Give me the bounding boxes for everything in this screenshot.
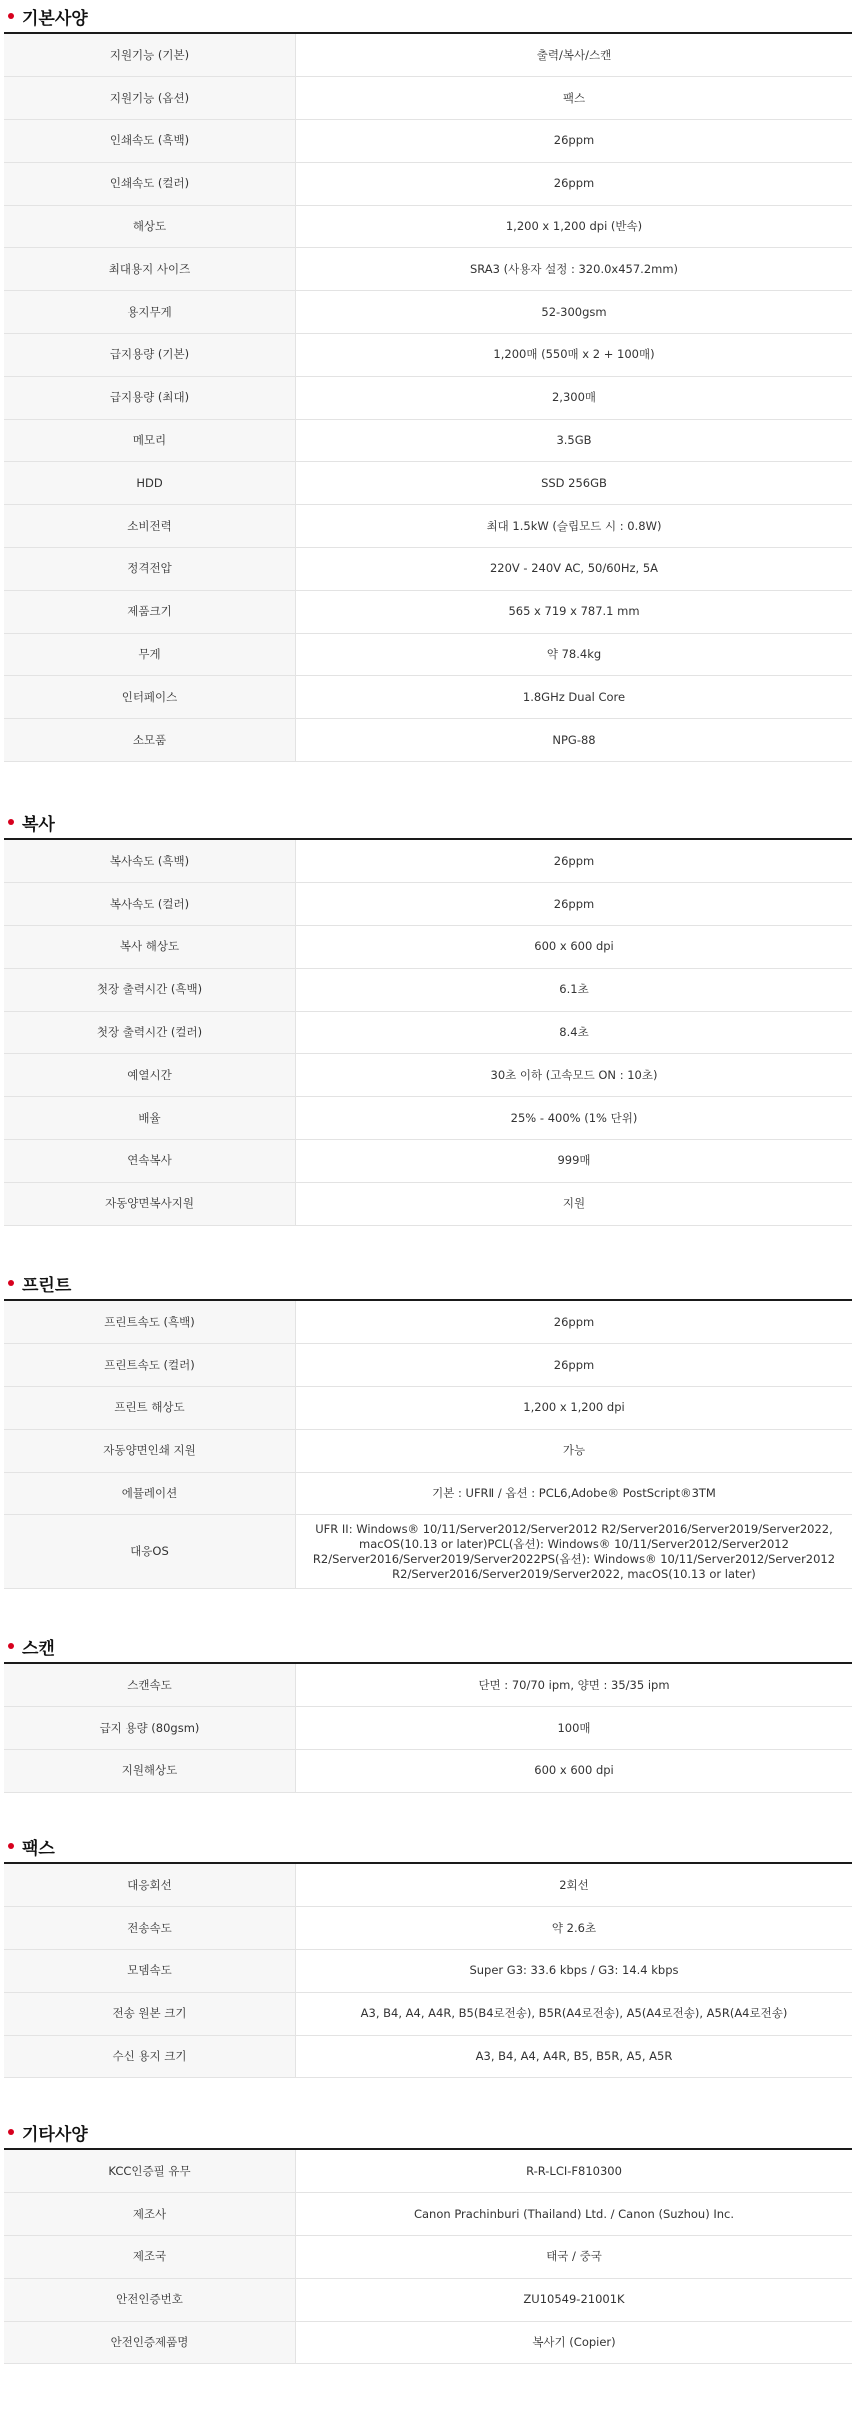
spec-label: 예열시간 <box>4 1054 296 1097</box>
section-header <box>4 1267 852 1301</box>
spec-value: 600 x 600 dpi <box>296 926 853 969</box>
spec-label: 최대용지 사이즈 <box>4 248 296 291</box>
table-row <box>4 1472 852 1515</box>
table-row <box>4 376 852 419</box>
spec-value: NPG-88 <box>296 719 853 762</box>
table-row <box>4 1429 852 1472</box>
table-row <box>4 1301 852 1344</box>
spec-value: 8.4초 <box>296 1011 853 1054</box>
spec-table <box>4 2150 852 2364</box>
spec-label: 해상도 <box>4 205 296 248</box>
spec-label: 스캔속도 <box>4 1664 296 1707</box>
table-row <box>4 505 852 548</box>
spec-value: 2회선 <box>296 1864 853 1907</box>
table-row <box>4 77 852 120</box>
section-print <box>4 1267 852 1589</box>
spec-value: 100매 <box>296 1707 853 1750</box>
table-row <box>4 205 852 248</box>
spec-label: 급지 용량 (80gsm) <box>4 1707 296 1750</box>
spec-label: 지원기능 (기본) <box>4 34 296 77</box>
section-title: 스캔 <box>22 1638 55 1659</box>
spec-label: 프린트 해상도 <box>4 1387 296 1430</box>
spec-value: 출력/복사/스캔 <box>296 34 853 77</box>
spec-label: 자동양면인쇄 지원 <box>4 1429 296 1472</box>
bullet-dot-icon <box>8 1280 14 1286</box>
spec-value: 6.1초 <box>296 968 853 1011</box>
section-title: 기타사양 <box>22 2124 88 2145</box>
table-row <box>4 590 852 633</box>
section-header <box>4 1830 852 1864</box>
spec-value: Canon Prachinburi (Thailand) Ltd. / Canon (Suzhou) Inc. <box>296 2193 853 2236</box>
table-row <box>4 1664 852 1707</box>
spec-label: 첫장 출력시간 (컬러) <box>4 1011 296 1054</box>
spec-label: 연속복사 <box>4 1140 296 1183</box>
spec-value: 3.5GB <box>296 419 853 462</box>
table-row <box>4 2035 852 2078</box>
table-row <box>4 248 852 291</box>
spec-value: SSD 256GB <box>296 462 853 505</box>
spec-value: 999매 <box>296 1140 853 1183</box>
spec-label: 프린트속도 (흑백) <box>4 1301 296 1344</box>
spec-label: 인터페이스 <box>4 676 296 719</box>
spec-label: 급지용량 (기본) <box>4 334 296 377</box>
table-row <box>4 1707 852 1750</box>
spec-label: 용지무게 <box>4 291 296 334</box>
spec-value: 기본 : UFRⅡ / 옵션 : PCL6,Adobe® PostScript®3TM <box>296 1472 853 1515</box>
spec-label: 프린트속도 (컬러) <box>4 1344 296 1387</box>
spec-label: 인쇄속도 (컬러) <box>4 162 296 205</box>
spec-label: 정격전압 <box>4 548 296 591</box>
spec-label: 안전인증제품명 <box>4 2321 296 2364</box>
spec-label: 복사속도 (컬러) <box>4 883 296 926</box>
table-row <box>4 968 852 1011</box>
spec-value: 1,200 x 1,200 dpi <box>296 1387 853 1430</box>
spec-label: 첫장 출력시간 (흑백) <box>4 968 296 1011</box>
table-row <box>4 1182 852 1225</box>
spec-label: 지원기능 (옵션) <box>4 77 296 120</box>
section-title: 팩스 <box>22 1838 55 1859</box>
spec-value: 가능 <box>296 1429 853 1472</box>
table-row <box>4 1750 852 1793</box>
spec-value: 팩스 <box>296 77 853 120</box>
spec-value: 1.8GHz Dual Core <box>296 676 853 719</box>
spec-table <box>4 1864 852 2078</box>
table-row <box>4 2193 852 2236</box>
table-row <box>4 291 852 334</box>
spec-label: 복사속도 (흑백) <box>4 840 296 883</box>
table-row <box>4 1907 852 1950</box>
spec-value: 30초 이하 (고속모드 ON : 10초) <box>296 1054 853 1097</box>
spec-value: 단면 : 70/70 ipm, 양면 : 35/35 ipm <box>296 1664 853 1707</box>
table-row <box>4 2236 852 2279</box>
table-row <box>4 883 852 926</box>
spec-value: 26ppm <box>296 883 853 926</box>
spec-value: 25% - 400% (1% 단위) <box>296 1097 853 1140</box>
table-row <box>4 926 852 969</box>
bullet-dot-icon <box>8 819 14 825</box>
table-row <box>4 34 852 77</box>
table-row <box>4 1950 852 1993</box>
bullet-dot-icon <box>8 2129 14 2135</box>
section-title: 기본사양 <box>22 8 88 29</box>
spec-label: 급지용량 (최대) <box>4 376 296 419</box>
spec-label: 복사 해상도 <box>4 926 296 969</box>
table-row <box>4 1097 852 1140</box>
spec-label: 무게 <box>4 633 296 676</box>
table-row <box>4 719 852 762</box>
spec-value: SRA3 (사용자 설정 : 320.0x457.2mm) <box>296 248 853 291</box>
table-row <box>4 1344 852 1387</box>
section-header <box>4 806 852 840</box>
spec-label: 제조국 <box>4 2236 296 2279</box>
spec-value: 26ppm <box>296 1301 853 1344</box>
bullet-dot-icon <box>8 1843 14 1849</box>
section-copy <box>4 806 852 1226</box>
spec-label: 소비전력 <box>4 505 296 548</box>
section-fax <box>4 1830 852 2078</box>
spec-value: 26ppm <box>296 1344 853 1387</box>
spec-value: 1,200매 (550매 x 2 + 100매) <box>296 334 853 377</box>
table-row <box>4 1140 852 1183</box>
spec-value: UFR II: Windows® 10/11/Server2012/Server2012 R2/Server2016/Server2019/Server2022, macOS(10.13 or later)PCL(옵션): Windows® 10/11/Server2012/Server2012 R2/Server2016/Server2019/Server2022PS(옵션): Windows® 10/11/Server2012/Server2012 R2/Server2016/Server2019/Server2022, macOS(10.13 or later) <box>296 1515 853 1589</box>
spec-table <box>4 34 852 762</box>
spec-label: HDD <box>4 462 296 505</box>
spec-value: 복사기 (Copier) <box>296 2321 853 2364</box>
spec-label: 에뮬레이션 <box>4 1472 296 1515</box>
spec-label: 제품크기 <box>4 590 296 633</box>
section-header <box>4 1630 852 1664</box>
spec-value: A3, B4, A4, A4R, B5(B4로전송), B5R(A4로전송), A5(A4로전송), A5R(A4로전송) <box>296 1992 853 2035</box>
table-row <box>4 1864 852 1907</box>
spec-label: 전송속도 <box>4 1907 296 1950</box>
spec-label: 소모품 <box>4 719 296 762</box>
table-row <box>4 2321 852 2364</box>
spec-value: Super G3: 33.6 kbps / G3: 14.4 kbps <box>296 1950 853 1993</box>
spec-table <box>4 1664 852 1793</box>
section-title: 프린트 <box>22 1275 72 1296</box>
table-row <box>4 334 852 377</box>
spec-label: 제조사 <box>4 2193 296 2236</box>
table-row <box>4 548 852 591</box>
spec-table <box>4 1301 852 1589</box>
table-row <box>4 162 852 205</box>
table-row <box>4 462 852 505</box>
spec-value: 26ppm <box>296 120 853 163</box>
spec-value: 2,300매 <box>296 376 853 419</box>
spec-label: 대응OS <box>4 1515 296 1589</box>
spec-value: 약 78.4kg <box>296 633 853 676</box>
bullet-dot-icon <box>8 1643 14 1649</box>
table-row <box>4 2278 852 2321</box>
spec-label: 수신 용지 크기 <box>4 2035 296 2078</box>
spec-value: A3, B4, A4, A4R, B5, B5R, A5, A5R <box>296 2035 853 2078</box>
spec-value: 최대 1.5kW (슬립모드 시 : 0.8W) <box>296 505 853 548</box>
spec-value: R-R-LCI-F810300 <box>296 2150 853 2193</box>
section-header <box>4 2116 852 2150</box>
table-row <box>4 1387 852 1430</box>
table-row <box>4 120 852 163</box>
section-header <box>4 0 852 34</box>
spec-value: 565 x 719 x 787.1 mm <box>296 590 853 633</box>
spec-label: 대응회선 <box>4 1864 296 1907</box>
spec-value: 약 2.6초 <box>296 1907 853 1950</box>
table-row <box>4 1992 852 2035</box>
spec-value: 태국 / 중국 <box>296 2236 853 2279</box>
table-row <box>4 840 852 883</box>
spec-label: 안전인증번호 <box>4 2278 296 2321</box>
section-other-specs <box>4 2116 852 2364</box>
spec-label: 모뎀속도 <box>4 1950 296 1993</box>
spec-label: 배율 <box>4 1097 296 1140</box>
spec-label: 메모리 <box>4 419 296 462</box>
spec-label: 지원해상도 <box>4 1750 296 1793</box>
spec-value: 600 x 600 dpi <box>296 1750 853 1793</box>
spec-value: 52-300gsm <box>296 291 853 334</box>
table-row <box>4 2150 852 2193</box>
table-row <box>4 633 852 676</box>
spec-value: 26ppm <box>296 840 853 883</box>
spec-value: 26ppm <box>296 162 853 205</box>
bullet-dot-icon <box>8 13 14 19</box>
spec-value: ZU10549-21001K <box>296 2278 853 2321</box>
spec-label: 자동양면복사지원 <box>4 1182 296 1225</box>
spec-table <box>4 840 852 1226</box>
section-title: 복사 <box>22 814 55 835</box>
spec-label: KCC인증필 유무 <box>4 2150 296 2193</box>
table-row <box>4 419 852 462</box>
spec-value: 지원 <box>296 1182 853 1225</box>
section-scan <box>4 1630 852 1793</box>
table-row <box>4 1054 852 1097</box>
table-row <box>4 676 852 719</box>
spec-value: 1,200 x 1,200 dpi (반속) <box>296 205 853 248</box>
section-basic-specs <box>4 0 852 762</box>
spec-label: 전송 원본 크기 <box>4 1992 296 2035</box>
spec-value: 220V - 240V AC, 50/60Hz, 5A <box>296 548 853 591</box>
table-row <box>4 1011 852 1054</box>
spec-label: 인쇄속도 (흑백) <box>4 120 296 163</box>
table-row <box>4 1515 852 1589</box>
